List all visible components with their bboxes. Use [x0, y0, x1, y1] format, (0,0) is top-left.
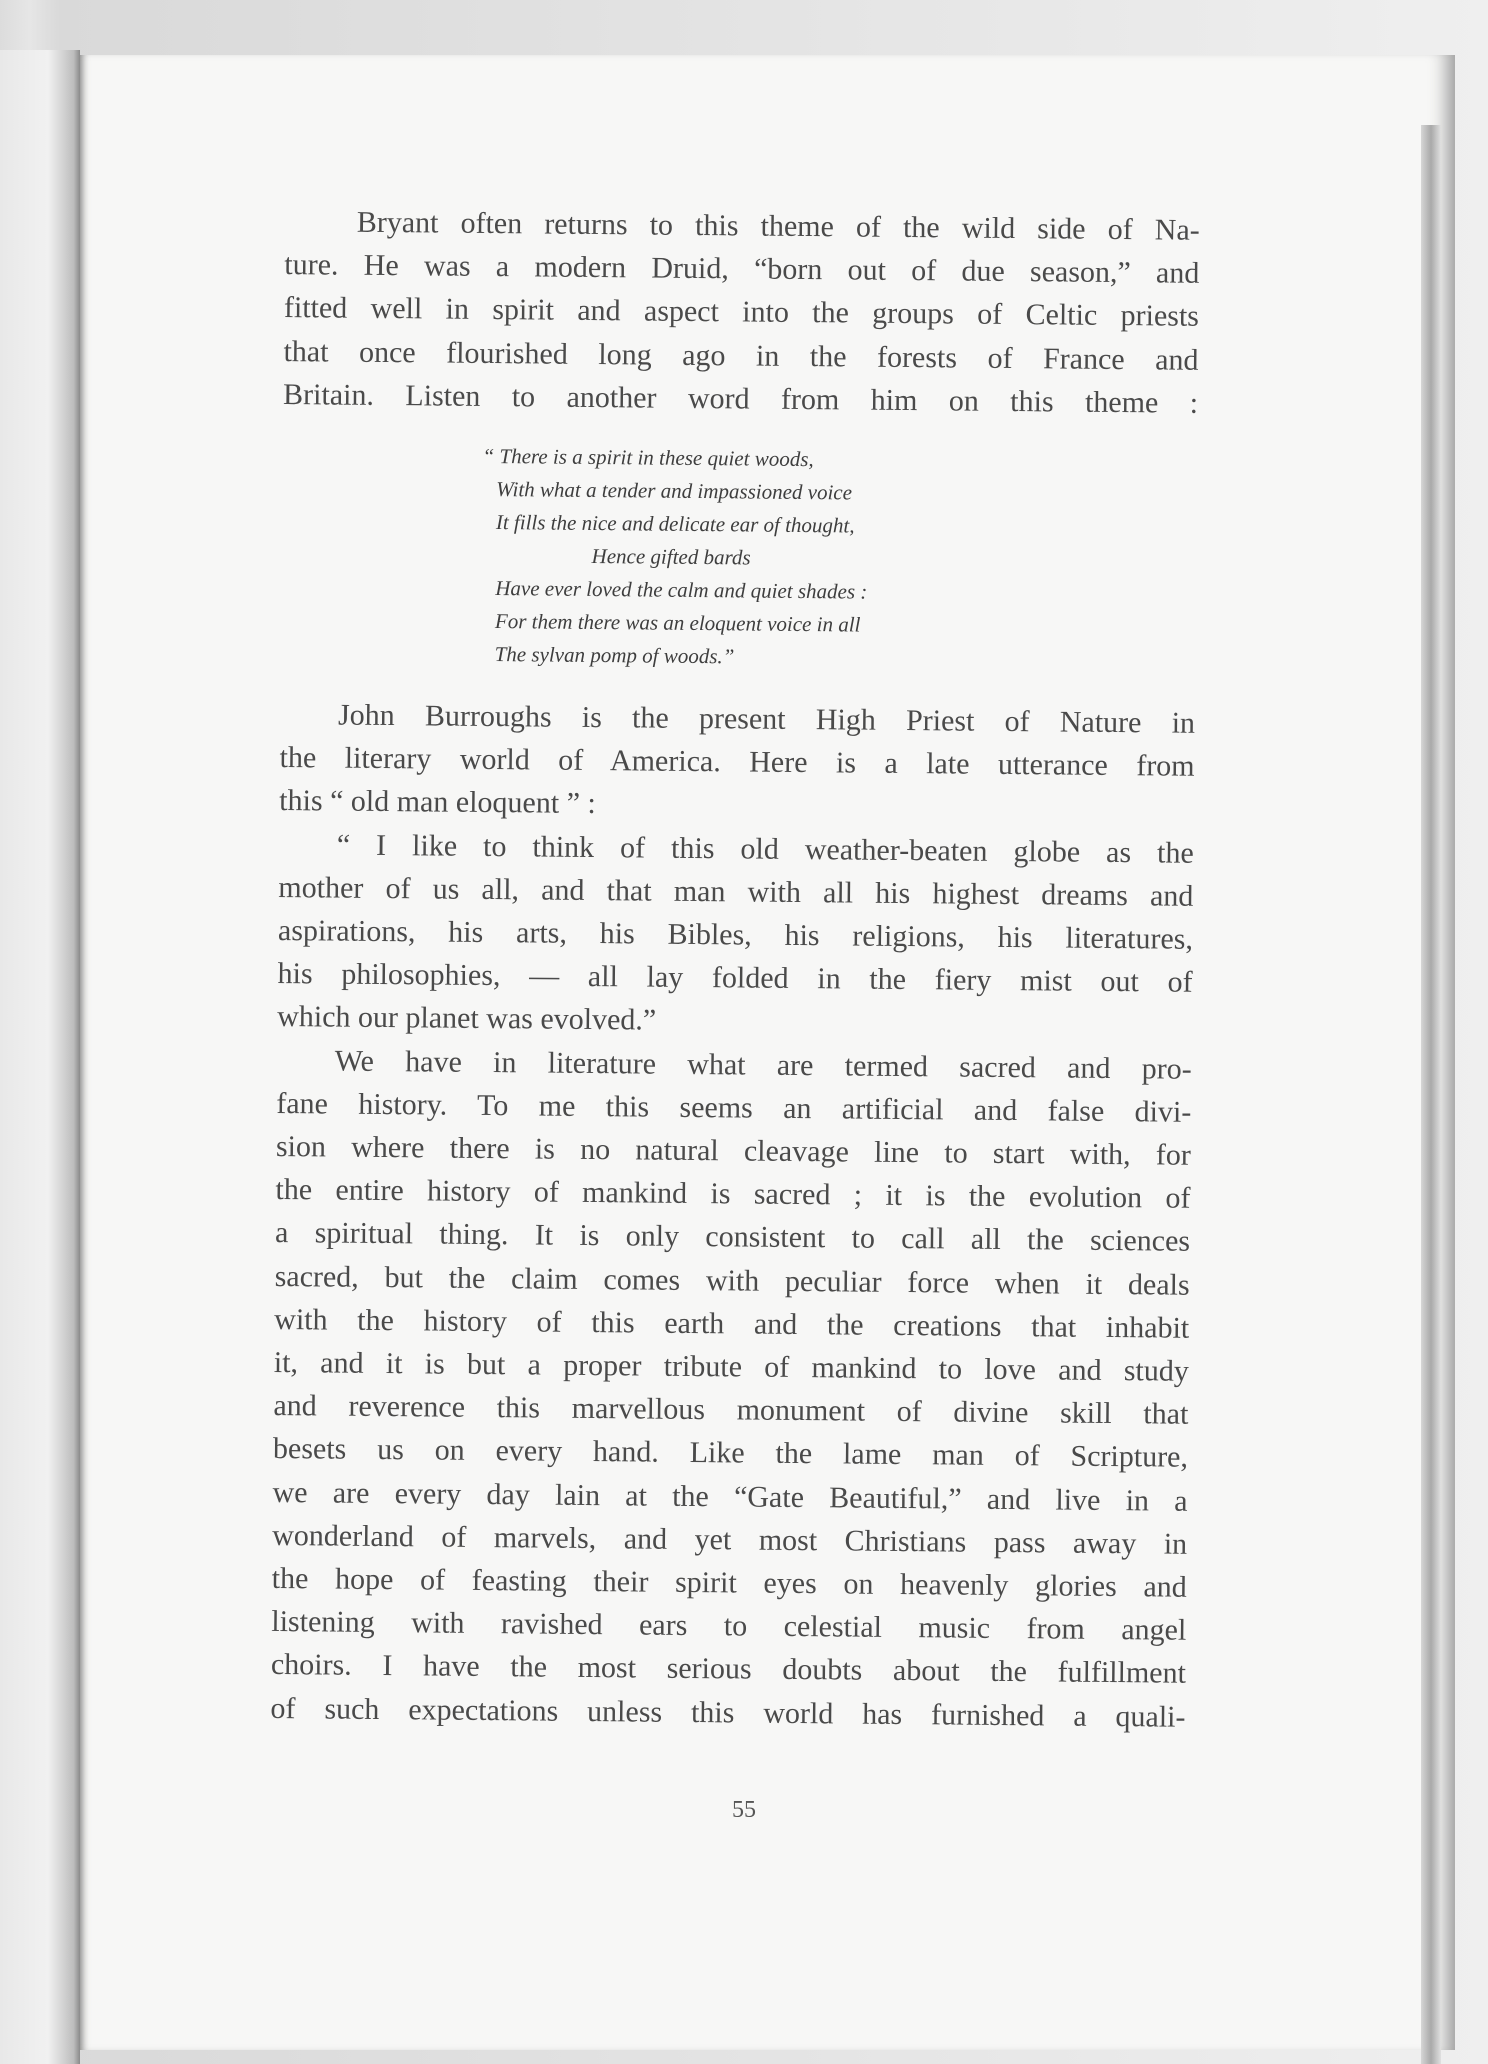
poem-line: Hence gifted bards [591, 543, 751, 570]
text-line: the hope of feasting their spirit eyes on heavenly glories and [271, 1562, 1187, 1604]
text-line: wonderland of marvels, and yet most Christians pass away in [272, 1518, 1188, 1561]
text-line: it, and it is but a proper tribute of mankind to love and study [273, 1346, 1189, 1388]
text-line: ture. He was a modern Druid, “born out of due season,” and [284, 248, 1200, 290]
poem-line: “ There is a spirit in these quiet woods, [482, 443, 814, 472]
facing-page-edge [0, 50, 80, 2064]
poem-line: It fills the nice and delicate ear of thought, [495, 510, 855, 538]
text-line: with the history of this earth and the creations that inhabit [274, 1302, 1190, 1345]
text-line: “ I like to think of this old weather-beaten globe as the [336, 828, 1194, 870]
text-line: the literary world of America. Here is a late utterance from [279, 741, 1195, 783]
text-line: fitted well in spirit and aspect into the groups of Celtic priests [283, 291, 1200, 334]
page-number: 55 [732, 1797, 756, 1823]
text-line: John Burroughs is the present High Priest of Nature in [337, 698, 1196, 740]
paragraph-bryant [283, 200, 1200, 425]
text-line: besets us on every hand. Like the lame man of Scripture, [272, 1432, 1189, 1475]
text-line: sacred, but the claim comes with peculiar force when it deals [274, 1259, 1190, 1302]
text-line: listening with ravished ears to celestial music from angel [271, 1605, 1187, 1647]
poem-quotation [480, 440, 1197, 678]
text-line: sion where there is no natural cleavage line to start with, for [275, 1130, 1192, 1172]
text-line: fane history. To me this seems an artificial and false divi- [276, 1086, 1192, 1129]
poem-line: With what a tender and impassioned voice [496, 477, 853, 505]
text-line: Bryant often returns to this theme of the wild side of Na- [356, 205, 1200, 247]
poem-line: The sylvan pomp of woods.” [494, 642, 735, 669]
page-text [270, 200, 1200, 1739]
text-line: this “ old man eloquent ” : [279, 784, 596, 821]
text-line: a spiritual thing. It is only consistent to call all the sciences [274, 1216, 1191, 1259]
text-line: his philosophies, — all lay folded in the fiery mist out of [277, 957, 1193, 999]
poem-line: Have ever loved the calm and quiet shades : [495, 576, 868, 604]
text-line: choirs. I have the most serious doubts about the fulfillment [270, 1648, 1187, 1691]
text-line: We have in literature what are termed sacred and pro- [334, 1044, 1192, 1086]
paragraph-burroughs-quote [277, 823, 1194, 1048]
text-line: mother of us all, and that man with all his highest dreams and [278, 870, 1194, 913]
text-line: aspirations, his arts, his Bibles, his religions, his literatures, [277, 913, 1194, 956]
paragraph-sacred-history [270, 1039, 1192, 1739]
text-line: Britain. Listen to another word from him on this theme : [282, 377, 1199, 420]
poem-line: For them there was an eloquent voice in all [494, 609, 861, 637]
text-line: of such expectations unless this world has furnished a quali- [270, 1691, 1186, 1734]
text-line: we are every day lain at the “Gate Beautiful,” and live in a [272, 1475, 1188, 1518]
page-fore-edge [1421, 125, 1441, 2064]
text-line: the entire history of mankind is sacred ; it is the evolution of [275, 1173, 1191, 1215]
text-line: which our planet was evolved.” [276, 1000, 657, 1038]
text-line: that once flourished long ago in the forests of France and [283, 334, 1199, 377]
paragraph-burroughs [279, 693, 1195, 831]
text-line: and reverence this marvellous monument of divine skill that [273, 1389, 1189, 1431]
